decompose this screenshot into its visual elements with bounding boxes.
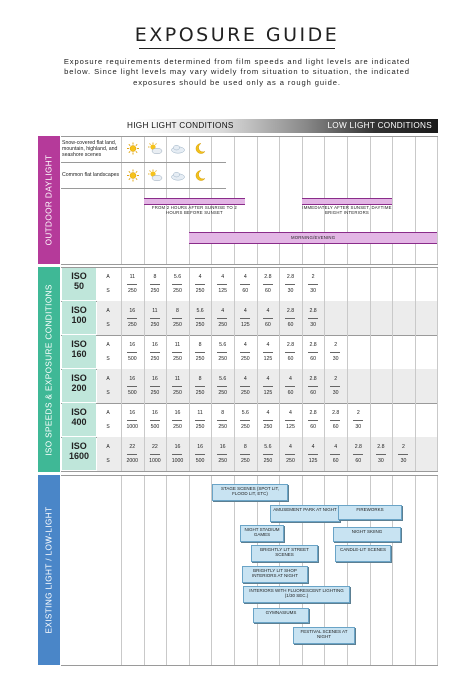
fraction-bar bbox=[150, 386, 160, 387]
fraction-bar bbox=[376, 454, 386, 455]
aperture-value: 4 bbox=[198, 274, 202, 280]
fraction-bar bbox=[263, 284, 273, 285]
shutter-value: 250 bbox=[218, 322, 228, 328]
shutter-value: 30 bbox=[378, 458, 384, 464]
iso-label bbox=[62, 267, 96, 300]
aperture-value: 11 bbox=[174, 342, 181, 348]
aperture-value: 2.8 bbox=[309, 376, 317, 382]
shutter-value: 500 bbox=[150, 424, 160, 430]
grid-line bbox=[61, 264, 438, 265]
fraction-bar bbox=[217, 352, 227, 353]
aperture-value: 2 bbox=[402, 444, 405, 450]
aperture-value: 16 bbox=[129, 308, 136, 314]
grid-line bbox=[61, 471, 438, 472]
scene-box: FIREWORKS bbox=[338, 505, 402, 520]
iso-label-prefix: ISO bbox=[71, 373, 87, 383]
shutter-value: 30 bbox=[400, 458, 407, 464]
fraction-bar bbox=[195, 284, 205, 285]
aperture-value: 4 bbox=[289, 410, 292, 416]
aperture-value: 2.8 bbox=[332, 410, 340, 416]
grid-line bbox=[61, 267, 438, 268]
fraction-bar bbox=[240, 454, 250, 455]
iso-label-value: 200 bbox=[71, 383, 87, 393]
light-condition-label: Snow-covered flat land, mountain, highland, and seashore scenes bbox=[62, 140, 118, 158]
iso-label bbox=[62, 403, 96, 436]
grid-line bbox=[370, 475, 371, 665]
grid-line bbox=[166, 475, 167, 665]
shutter-value: 30 bbox=[355, 424, 362, 430]
grid-line bbox=[257, 136, 258, 264]
grid-line bbox=[61, 162, 226, 163]
grid-line bbox=[437, 136, 438, 264]
shutter-value: 500 bbox=[127, 356, 137, 362]
grid-line bbox=[257, 267, 258, 471]
scene-box: INTERIORS WITH FLUORESCENT LIGHTING (1/30 SEC.) bbox=[243, 586, 350, 603]
aperture-value: 2.8 bbox=[286, 308, 295, 314]
scene-box: FESTIVAL SCENES AT NIGHT bbox=[293, 627, 355, 644]
shutter-value: 250 bbox=[195, 390, 205, 396]
aperture-label: A bbox=[106, 308, 110, 314]
shutter-value: 250 bbox=[150, 288, 160, 294]
iso-label-value: 160 bbox=[71, 349, 87, 359]
grid-line bbox=[121, 267, 122, 471]
iso-label-value: 400 bbox=[71, 417, 87, 427]
aperture-value: 4 bbox=[221, 308, 225, 314]
aperture-value: 5.6 bbox=[196, 308, 204, 314]
shutter-value: 250 bbox=[150, 390, 160, 396]
shutter-value: 60 bbox=[265, 288, 271, 294]
fraction-bar bbox=[217, 318, 227, 319]
moon-icon bbox=[192, 142, 208, 155]
fraction-bar bbox=[308, 420, 318, 421]
grid-line bbox=[437, 267, 438, 471]
fraction-bar bbox=[217, 284, 227, 285]
iso-label-prefix: ISO bbox=[71, 441, 87, 451]
scene-box: NIGHT SKIING bbox=[333, 527, 401, 542]
aperture-value: 4 bbox=[311, 444, 315, 450]
fraction-bar bbox=[240, 318, 250, 319]
fraction-bar bbox=[195, 420, 205, 421]
aperture-value: 4 bbox=[243, 308, 247, 314]
shutter-value: 60 bbox=[310, 424, 316, 430]
shutter-value: 250 bbox=[150, 322, 160, 328]
fraction-bar bbox=[353, 420, 363, 421]
aperture-value: 2 bbox=[356, 410, 360, 416]
aperture-value: 16 bbox=[219, 444, 226, 450]
grid-line bbox=[61, 136, 438, 137]
fraction-bar bbox=[172, 318, 182, 319]
grid-line bbox=[121, 136, 122, 264]
aperture-value: 5.6 bbox=[241, 410, 249, 416]
intro-text: Exposure requirements determined from film speeds and light levels are indicated below. Since light levels may vary widely from situation to situation, the indicated exposures should be used only as a rough guide. bbox=[63, 57, 411, 87]
shutter-value: 60 bbox=[287, 322, 294, 328]
shutter-value: 250 bbox=[173, 390, 182, 396]
fraction-bar bbox=[308, 386, 318, 387]
shutter-value: 250 bbox=[263, 458, 273, 464]
iso-label bbox=[62, 369, 96, 402]
grid-line bbox=[144, 475, 145, 665]
moon-icon bbox=[192, 169, 208, 182]
fraction-bar bbox=[330, 420, 340, 421]
scene-box: AMUSEMENT PARK AT NIGHT bbox=[270, 505, 340, 522]
fraction-bar bbox=[285, 420, 295, 421]
fraction-bar bbox=[150, 318, 160, 319]
aperture-label: A bbox=[106, 410, 110, 416]
iso-label bbox=[62, 437, 96, 470]
shutter-value: 30 bbox=[287, 288, 294, 294]
aperture-value: 8 bbox=[176, 308, 179, 314]
aperture-label: A bbox=[106, 274, 110, 280]
grid-line bbox=[61, 188, 226, 189]
aperture-value: 11 bbox=[197, 410, 203, 416]
shutter-value: 30 bbox=[310, 322, 316, 328]
shutter-value: 60 bbox=[287, 356, 294, 362]
fraction-bar bbox=[285, 352, 295, 353]
aperture-value: 11 bbox=[152, 308, 158, 314]
shutter-value: 125 bbox=[286, 424, 295, 430]
iso-label-prefix: ISO bbox=[71, 305, 87, 315]
aperture-value: 16 bbox=[129, 376, 136, 382]
aperture-value: 4 bbox=[266, 410, 270, 416]
outdoor-daylight-label: OUTDOOR DAYLIGHT bbox=[44, 154, 54, 246]
shutter-value: 250 bbox=[240, 356, 250, 362]
iso-label-value: 100 bbox=[71, 315, 87, 325]
existing-light-section bbox=[38, 475, 60, 665]
shutter-value: 250 bbox=[218, 390, 228, 396]
aperture-value: 5.6 bbox=[219, 342, 227, 348]
iso-label bbox=[62, 335, 96, 368]
shutter-label: S bbox=[106, 458, 110, 464]
grid-line bbox=[392, 475, 393, 665]
shutter-value: 250 bbox=[240, 424, 250, 430]
iso-label-prefix: ISO bbox=[71, 271, 87, 281]
period-label: FROM 2 HOURS AFTER SUNRISE TO 2 HOURS BEFORE SUNSET bbox=[151, 205, 237, 215]
fraction-bar bbox=[195, 386, 205, 387]
shutter-value: 125 bbox=[240, 322, 250, 328]
fraction-bar bbox=[150, 352, 160, 353]
shutter-value: 125 bbox=[218, 288, 228, 294]
aperture-value: 5.6 bbox=[173, 274, 182, 280]
shutter-label: S bbox=[106, 322, 110, 328]
aperture-value: 2.8 bbox=[309, 308, 317, 314]
aperture-value: 8 bbox=[221, 410, 225, 416]
shutter-value: 250 bbox=[173, 424, 182, 430]
shutter-value: 30 bbox=[332, 390, 339, 396]
fraction-bar bbox=[308, 352, 318, 353]
aperture-value: 4 bbox=[221, 274, 225, 280]
aperture-label: A bbox=[106, 376, 110, 382]
fraction-bar bbox=[285, 318, 295, 319]
shutter-value: 60 bbox=[310, 356, 316, 362]
grid-line bbox=[61, 475, 438, 476]
iso-label-value: 50 bbox=[73, 281, 84, 291]
fraction-bar bbox=[217, 454, 227, 455]
shutter-value: 250 bbox=[173, 322, 182, 328]
scene-box: NIGHT STADIUM GAMES bbox=[240, 525, 284, 542]
period-bar bbox=[144, 198, 246, 205]
aperture-value: 8 bbox=[198, 376, 202, 382]
shutter-value: 125 bbox=[308, 458, 318, 464]
fraction-bar bbox=[240, 420, 250, 421]
fraction-bar bbox=[263, 420, 273, 421]
aperture-value: 11 bbox=[129, 274, 135, 280]
shutter-value: 125 bbox=[263, 390, 273, 396]
grid-line bbox=[61, 335, 438, 336]
shutter-value: 60 bbox=[310, 390, 316, 396]
light-conditions-bar bbox=[121, 119, 438, 133]
grid-line bbox=[234, 475, 235, 665]
fraction-bar bbox=[172, 386, 182, 387]
fraction-bar bbox=[217, 386, 227, 387]
grid-line bbox=[370, 267, 371, 471]
period-bar bbox=[302, 198, 392, 205]
fraction-bar bbox=[263, 352, 273, 353]
fraction-bar bbox=[308, 284, 318, 285]
shutter-value: 1000 bbox=[171, 458, 184, 464]
grid-line bbox=[189, 475, 190, 665]
fraction-bar bbox=[127, 352, 137, 353]
shutter-value: 1000 bbox=[149, 458, 161, 464]
sun-cloud-icon bbox=[147, 169, 163, 182]
shutter-value: 250 bbox=[195, 288, 205, 294]
aperture-value: 2.8 bbox=[309, 410, 317, 416]
shutter-value: 2000 bbox=[126, 458, 139, 464]
grid-line bbox=[279, 136, 280, 264]
grid-line bbox=[415, 475, 416, 665]
grid-line bbox=[279, 267, 280, 471]
shutter-label: S bbox=[106, 424, 110, 430]
shutter-label: S bbox=[106, 288, 110, 294]
shutter-value: 250 bbox=[218, 458, 228, 464]
grid-line bbox=[392, 267, 393, 471]
shutter-value: 60 bbox=[355, 458, 362, 464]
fraction-bar bbox=[195, 454, 205, 455]
fraction-bar bbox=[240, 386, 250, 387]
shutter-value: 60 bbox=[242, 288, 249, 294]
grid-line bbox=[211, 475, 212, 665]
shutter-value: 250 bbox=[218, 356, 228, 362]
grid-line bbox=[415, 136, 416, 264]
aperture-label: A bbox=[106, 342, 110, 348]
grid-line bbox=[211, 267, 212, 471]
fraction-bar bbox=[330, 352, 340, 353]
aperture-value: 8 bbox=[243, 444, 247, 450]
fraction-bar bbox=[217, 420, 227, 421]
aperture-value: 22 bbox=[152, 444, 158, 450]
shutter-value: 500 bbox=[195, 458, 205, 464]
scene-box: GYMNASIUMS bbox=[253, 608, 309, 623]
shutter-value: 60 bbox=[287, 390, 294, 396]
sun-icon bbox=[125, 142, 141, 155]
aperture-value: 4 bbox=[266, 308, 270, 314]
aperture-value: 2.8 bbox=[309, 342, 317, 348]
fraction-bar bbox=[285, 454, 295, 455]
shutter-value: 250 bbox=[195, 322, 205, 328]
shutter-value: 250 bbox=[173, 288, 182, 294]
shutter-value: 250 bbox=[127, 322, 137, 328]
fraction-bar bbox=[127, 284, 137, 285]
fraction-bar bbox=[263, 454, 273, 455]
aperture-value: 5.6 bbox=[219, 376, 227, 382]
iso-speeds-label: ISO SPEEDS & EXPOSURE CONDITIONS bbox=[44, 283, 54, 456]
aperture-value: 16 bbox=[152, 410, 158, 416]
fraction-bar bbox=[195, 318, 205, 319]
aperture-value: 2.8 bbox=[377, 444, 385, 450]
aperture-value: 8 bbox=[153, 274, 157, 280]
fraction-bar bbox=[330, 454, 340, 455]
grid-line bbox=[61, 403, 438, 404]
aperture-value: 4 bbox=[334, 444, 338, 450]
shutter-value: 30 bbox=[310, 288, 316, 294]
scene-box: BRIGHTLY LIT SHOP INTERIORS AT NIGHT bbox=[242, 566, 308, 583]
grid-line bbox=[415, 267, 416, 471]
sun-cloud-icon bbox=[147, 142, 163, 155]
fraction-bar bbox=[308, 454, 318, 455]
iso-speeds-section bbox=[38, 267, 60, 472]
period-label: MORNING/EVENING bbox=[290, 235, 336, 240]
fraction-bar bbox=[172, 284, 182, 285]
fraction-bar bbox=[308, 318, 318, 319]
aperture-value: 4 bbox=[243, 342, 247, 348]
grid-line bbox=[302, 267, 303, 471]
scene-box: STAGE SCENES (SPOT LIT, FLOOD LIT, ETC) bbox=[212, 484, 288, 501]
outdoor-daylight-section bbox=[38, 136, 60, 264]
shutter-value: 250 bbox=[127, 288, 137, 294]
aperture-value: 16 bbox=[152, 376, 158, 382]
grid-line bbox=[61, 665, 438, 666]
aperture-value: 22 bbox=[129, 444, 136, 450]
shutter-label: S bbox=[106, 356, 110, 362]
iso-label-prefix: ISO bbox=[71, 407, 87, 417]
aperture-value: 2 bbox=[311, 274, 315, 280]
shutter-value: 250 bbox=[240, 390, 250, 396]
shutter-value: 250 bbox=[195, 356, 205, 362]
grid-line bbox=[324, 267, 325, 471]
aperture-value: 5.6 bbox=[264, 444, 272, 450]
sun-icon bbox=[125, 169, 141, 182]
shutter-value: 250 bbox=[263, 424, 273, 430]
aperture-value: 4 bbox=[243, 274, 247, 280]
scene-box: BRIGHTLY LIT STREET SCENES bbox=[251, 545, 318, 562]
aperture-value: 2.8 bbox=[286, 342, 295, 348]
iso-label-prefix: ISO bbox=[71, 339, 87, 349]
fraction-bar bbox=[127, 318, 137, 319]
existing-light-label: EXISTING LIGHT / LOW-LIGHT bbox=[44, 506, 54, 634]
fraction-bar bbox=[172, 420, 182, 421]
shutter-value: 250 bbox=[173, 356, 182, 362]
grid-line bbox=[347, 267, 348, 471]
aperture-value: 11 bbox=[174, 376, 181, 382]
fraction-bar bbox=[150, 284, 160, 285]
grid-line bbox=[121, 475, 122, 665]
fraction-bar bbox=[263, 386, 273, 387]
fraction-bar bbox=[172, 454, 182, 455]
fraction-bar bbox=[240, 352, 250, 353]
aperture-value: 2.8 bbox=[264, 274, 272, 280]
fraction-bar bbox=[195, 352, 205, 353]
aperture-value: 2 bbox=[334, 376, 338, 382]
fraction-bar bbox=[353, 454, 363, 455]
aperture-value: 4 bbox=[266, 376, 270, 382]
cloud-icon bbox=[170, 169, 186, 182]
iso-label bbox=[62, 301, 96, 334]
shutter-value: 250 bbox=[286, 458, 295, 464]
shutter-value: 60 bbox=[265, 322, 271, 328]
fraction-bar bbox=[240, 284, 250, 285]
grid-line bbox=[144, 267, 145, 471]
high-light-label: HIGH LIGHT CONDITIONS bbox=[127, 121, 234, 130]
grid-line bbox=[437, 475, 438, 665]
aperture-value: 2.8 bbox=[354, 444, 362, 450]
grid-line bbox=[234, 267, 235, 471]
shutter-value: 60 bbox=[332, 458, 339, 464]
iso-label-value: 1600 bbox=[68, 451, 90, 461]
shutter-value: 250 bbox=[195, 424, 205, 430]
fraction-bar bbox=[172, 352, 182, 353]
grid-line bbox=[392, 136, 393, 264]
page-title: EXPOSURE GUIDE bbox=[134, 24, 340, 46]
aperture-value: 4 bbox=[266, 342, 270, 348]
period-label: IMMEDIATELY AFTER SUNSET, DAYTIME BRIGHT INTERIORS bbox=[302, 205, 392, 215]
shutter-value: 250 bbox=[218, 424, 228, 430]
aperture-value: 16 bbox=[129, 410, 136, 416]
shutter-value: 250 bbox=[240, 458, 250, 464]
grid-line bbox=[189, 267, 190, 471]
aperture-value: 8 bbox=[198, 342, 202, 348]
aperture-value: 2 bbox=[334, 342, 338, 348]
aperture-value: 2.8 bbox=[286, 274, 295, 280]
fraction-bar bbox=[263, 318, 273, 319]
aperture-label: A bbox=[106, 444, 110, 450]
shutter-value: 250 bbox=[150, 356, 160, 362]
fraction-bar bbox=[150, 454, 160, 455]
light-condition-label: Common flat landscapes bbox=[62, 172, 120, 178]
fraction-bar bbox=[330, 386, 340, 387]
grid-line bbox=[166, 267, 167, 471]
shutter-value: 125 bbox=[263, 356, 273, 362]
fraction-bar bbox=[127, 454, 137, 455]
title-rule bbox=[139, 48, 335, 49]
aperture-value: 16 bbox=[152, 342, 158, 348]
aperture-value: 4 bbox=[289, 376, 292, 382]
shutter-label: S bbox=[106, 390, 110, 396]
shutter-value: 1000 bbox=[126, 424, 139, 430]
fraction-bar bbox=[150, 420, 160, 421]
fraction-bar bbox=[127, 420, 137, 421]
cloud-icon bbox=[170, 142, 186, 155]
fraction-bar bbox=[127, 386, 137, 387]
aperture-value: 4 bbox=[243, 376, 247, 382]
aperture-value: 4 bbox=[289, 444, 292, 450]
shutter-value: 500 bbox=[127, 390, 137, 396]
shutter-value: 30 bbox=[332, 356, 339, 362]
aperture-value: 16 bbox=[197, 444, 203, 450]
aperture-value: 16 bbox=[174, 410, 181, 416]
fraction-bar bbox=[398, 454, 408, 455]
aperture-value: 16 bbox=[174, 444, 181, 450]
fraction-bar bbox=[285, 284, 295, 285]
low-light-label: LOW LIGHT CONDITIONS bbox=[327, 121, 432, 130]
fraction-bar bbox=[285, 386, 295, 387]
scene-box: CANDLE-LIT SCENES bbox=[335, 545, 391, 562]
aperture-value: 16 bbox=[129, 342, 136, 348]
shutter-value: 60 bbox=[332, 424, 339, 430]
